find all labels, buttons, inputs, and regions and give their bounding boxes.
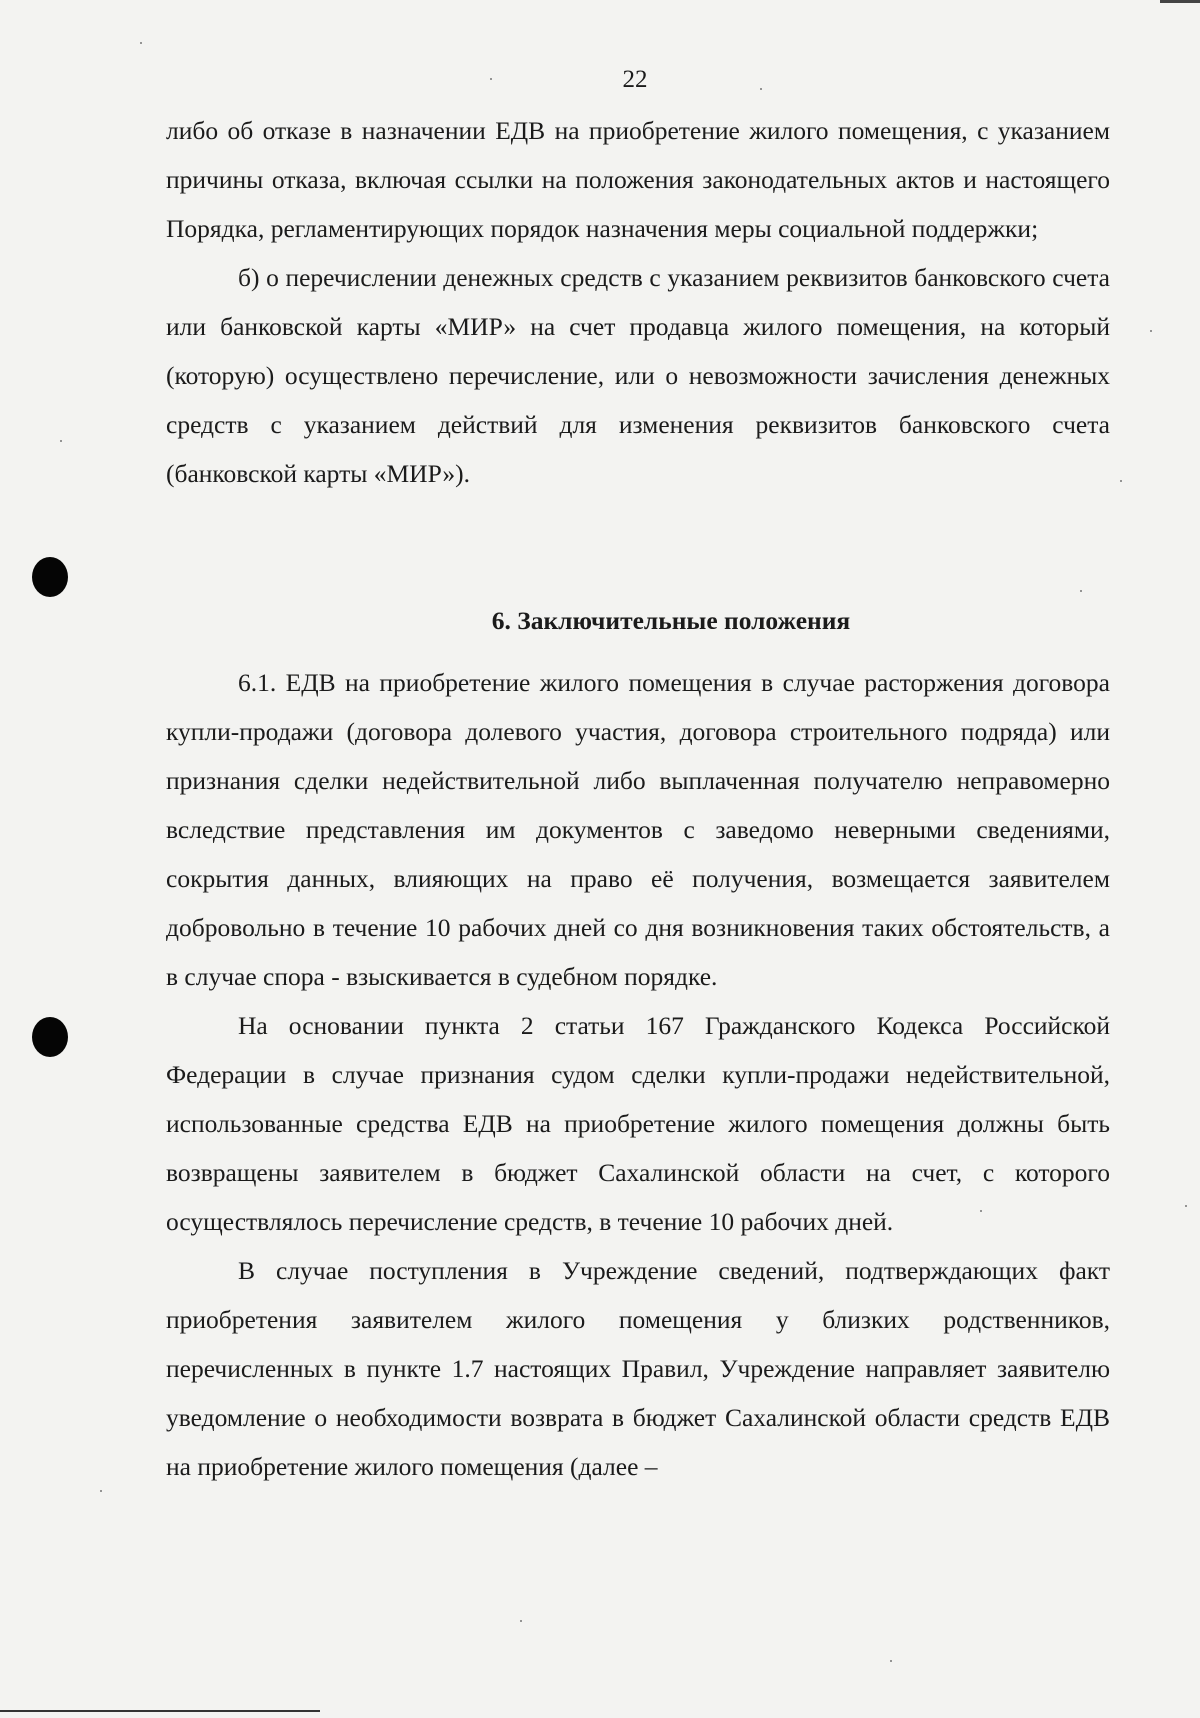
section-6-body [166,658,1110,1491]
scan-speck [1185,1205,1187,1207]
scan-speck [1080,590,1082,592]
scan-speck [60,440,62,442]
paragraph-b-transfer: б) о перечислении денежных средств с указанием реквизитов банковского счета или банковской карты «МИР» на счет продавца жилого помещения, на который (которую) осуществлено перечисление, или о невозможности зачисления денежных средств с указанием действий для изменения реквизитов банковского счета (банковской карты «МИР»). [166,263,1110,488]
scan-bottom-edge [0,1710,320,1712]
page-number: 22 [622,66,648,93]
scan-speck [1120,480,1122,482]
scan-speck [890,1660,892,1662]
scan-speck [980,1210,982,1212]
section-heading: 6. Заключительные положения [491,606,851,635]
section-5-ending [166,106,1110,498]
punch-hole-top [32,557,68,597]
scan-edge-mark [1160,0,1200,3]
scan-speck [1150,330,1152,332]
paragraph-civil-code: На основании пункта 2 статьи 167 Гражданского Кодекса Российской Федерации в случае признания судом сделки купли-продажи недействительной, использованные средства ЕДВ на приобретение жилого помещения должны быть возвращены заявителем в бюджет Сахалинской области на счет, с которого осуществлялось перечисление средств, в течение 10 рабочих дней. [166,1011,1110,1236]
paragraph-relatives: В случае поступления в Учреждение сведений, подтверждающих факт приобретения заявителем жилого помещения у близких родственников, перечисленных в пункте 1.7 настоящих Правил, Учреждение направляет заявителю уведомление о необходимости возврата в бюджет Сахалинской области средств ЕДВ на приобретение жилого помещения (далее – [166,1256,1110,1481]
paragraph-6-1: 6.1. ЕДВ на приобретение жилого помещения в случае расторжения договора купли-продажи (договора долевого участия, договора строительного подряда) или признания сделки недействительной либо выплаченная получателю неправомерно вследствие представления им документов с заведомо неверными сведениями, сокрытия данных, влияющих на право её получения, возмещается заявителем добровольно в течение 10 рабочих дней со дня возникновения таких обстоятельств, а в случае спора - взыскивается в судебном порядке. [166,668,1110,991]
scan-speck [520,1620,522,1622]
scan-speck [100,1490,102,1492]
scan-speck [140,42,142,44]
scan-speck [760,88,762,90]
punch-hole-bottom [32,1017,68,1057]
paragraph-refusal-reason: либо об отказе в назначении ЕДВ на приобретение жилого помещения, с указанием причины отказа, включая ссылки на положения законодательных актов и настоящего Порядка, регламентирующих порядок назначения меры социальной поддержки; [166,116,1110,243]
scan-speck [490,78,492,80]
